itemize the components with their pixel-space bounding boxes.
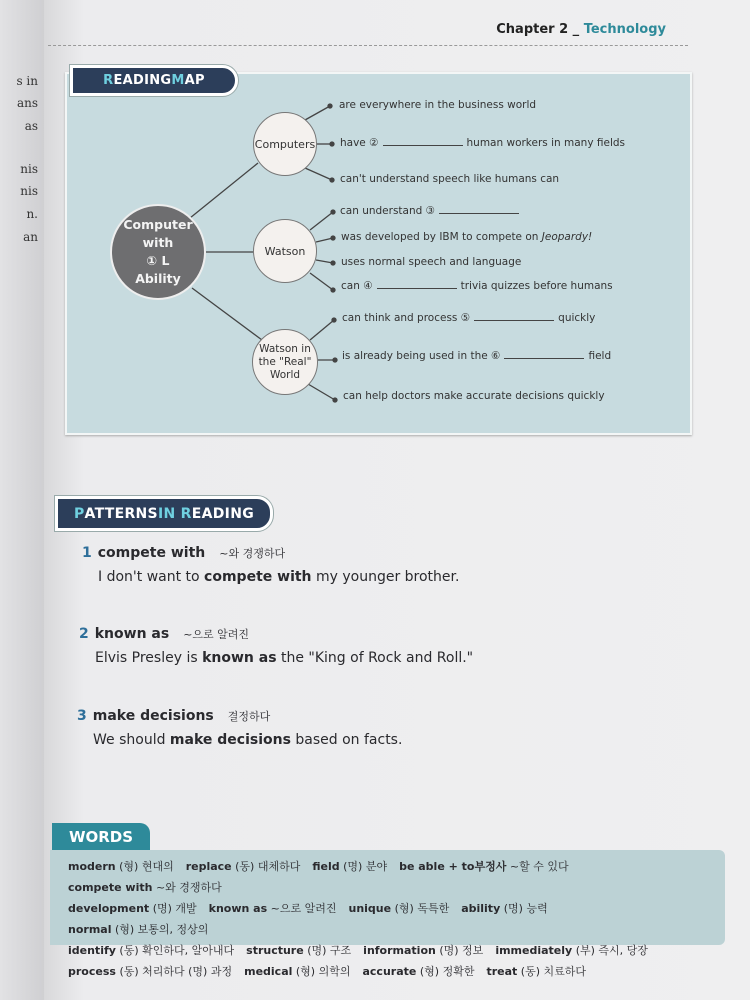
word-meaning: (동) 치료하다 bbox=[520, 965, 586, 978]
word-meaning: (명) 분야 bbox=[343, 860, 388, 873]
word-term: medical bbox=[244, 965, 293, 978]
node-watson bbox=[253, 219, 317, 283]
word-meaning: (형) 현대의 bbox=[119, 860, 174, 873]
word-entry bbox=[68, 860, 174, 873]
patterns-in-reading-title: P ATTERNS IN R EADING bbox=[55, 496, 273, 531]
chapter-topic: Technology bbox=[583, 22, 666, 37]
word-meaning: (형) 보통의, 정상의 bbox=[114, 923, 209, 936]
word-entry bbox=[209, 902, 337, 915]
word-term: accurate bbox=[362, 965, 417, 978]
word-meaning: (동) 확인하다, 알아내다 bbox=[119, 944, 235, 957]
title-part: EADING bbox=[113, 73, 172, 88]
words-row bbox=[68, 961, 707, 982]
word-meaning: ~와 경쟁하다 bbox=[155, 881, 222, 894]
word-entry bbox=[461, 902, 548, 915]
title-part: R bbox=[103, 73, 114, 88]
node-label: Computers bbox=[254, 137, 316, 151]
chapter-label: Chapter 2 _ bbox=[496, 22, 580, 37]
word-entry bbox=[68, 902, 197, 915]
center-line: Computer bbox=[123, 217, 193, 232]
leaf: are everywhere in the business world bbox=[339, 99, 537, 111]
word-term: immediately bbox=[495, 944, 573, 957]
word-entry bbox=[362, 965, 474, 978]
word-entry bbox=[68, 944, 234, 957]
leaf: was developed by IBM to compete on Jeopardy! bbox=[341, 231, 593, 243]
leaf: can't understand speech like humans can bbox=[340, 173, 560, 185]
word-entry bbox=[495, 944, 648, 957]
word-entry bbox=[68, 965, 232, 978]
word-entry bbox=[246, 944, 351, 957]
leaf: can understand ③ bbox=[340, 205, 523, 217]
center-line: ① L bbox=[146, 253, 170, 268]
word-term: modern bbox=[68, 860, 116, 873]
word-entry bbox=[363, 944, 483, 957]
node-label: Watson in the "Real" World bbox=[258, 342, 312, 381]
center-node bbox=[110, 204, 206, 300]
fragment: an bbox=[23, 230, 38, 244]
word-term: field bbox=[312, 860, 340, 873]
word-term: normal bbox=[68, 923, 112, 936]
pattern-item: 3 make decisions 결정하다 We should make decisions based on facts. bbox=[77, 708, 403, 748]
leaf: can ④ trivia quizzes before humans bbox=[341, 280, 613, 292]
word-meaning: (형) 독특한 bbox=[394, 902, 450, 915]
word-meaning: (동) 처리하다 (명) 과정 bbox=[119, 965, 233, 978]
word-meaning: (동) 대체하다 bbox=[235, 860, 301, 873]
word-term: ability bbox=[461, 902, 501, 915]
word-entry bbox=[68, 923, 208, 936]
pattern-item: 1 compete with ~와 경쟁하다 I don't want to compete with my younger brother. bbox=[82, 545, 460, 585]
word-term: replace bbox=[185, 860, 232, 873]
word-meaning: (명) 정보 bbox=[439, 944, 484, 957]
word-meaning: (명) 능력 bbox=[503, 902, 548, 915]
words-row bbox=[68, 856, 707, 898]
word-term: known as bbox=[208, 902, 268, 915]
leaf: can think and process ⑤ quickly bbox=[342, 312, 596, 324]
leaf: can help doctors make accurate decisions quickly bbox=[343, 390, 605, 402]
fragment: s in bbox=[16, 74, 38, 88]
word-meaning: ~할 수 있다 bbox=[509, 860, 569, 873]
title-part: M bbox=[171, 73, 185, 88]
word-term: compete with bbox=[68, 881, 153, 894]
word-term: information bbox=[363, 944, 436, 957]
word-entry bbox=[186, 860, 301, 873]
word-term: treat bbox=[486, 965, 518, 978]
words-row bbox=[68, 898, 707, 940]
word-meaning: ~으로 알려진 bbox=[270, 902, 337, 915]
word-term: unique bbox=[348, 902, 392, 915]
leaf: have ② human workers in many fields bbox=[340, 137, 626, 149]
fragment: as bbox=[24, 119, 38, 133]
word-entry bbox=[312, 860, 387, 873]
node-computers bbox=[253, 112, 317, 176]
center-line: Ability bbox=[135, 271, 181, 286]
fragment: nis bbox=[20, 162, 38, 176]
word-entry bbox=[399, 860, 568, 873]
word-term: process bbox=[68, 965, 116, 978]
leaf: uses normal speech and language bbox=[341, 256, 522, 268]
leaf: is already being used in the ⑥ field bbox=[342, 350, 612, 362]
word-term: be able + to부정사 bbox=[399, 860, 507, 873]
word-entry bbox=[244, 965, 350, 978]
pattern-item: 2 known as ~으로 알려진 Elvis Presley is known as the "King of Rock and Roll." bbox=[79, 626, 474, 666]
word-term: identify bbox=[68, 944, 116, 957]
words-row bbox=[68, 940, 707, 961]
center-line: with bbox=[142, 235, 174, 250]
node-watson-real-world bbox=[252, 329, 318, 395]
word-term: structure bbox=[246, 944, 304, 957]
title-part: AP bbox=[184, 73, 205, 88]
word-meaning: (명) 구조 bbox=[307, 944, 352, 957]
word-entry bbox=[349, 902, 450, 915]
word-entry bbox=[486, 965, 586, 978]
words-box bbox=[50, 850, 725, 978]
word-entry bbox=[68, 881, 222, 894]
word-meaning: (부) 즉시, 당장 bbox=[575, 944, 648, 957]
fragment: n. bbox=[26, 207, 38, 221]
fragment: ans bbox=[16, 96, 38, 110]
word-term: development bbox=[68, 902, 150, 915]
word-meaning: (형) 의학의 bbox=[295, 965, 351, 978]
node-label: Watson bbox=[264, 244, 306, 258]
word-meaning: (명) 개발 bbox=[152, 902, 197, 915]
words-title: WORDS bbox=[52, 823, 150, 851]
word-meaning: (형) 정확한 bbox=[419, 965, 475, 978]
fragment: nis bbox=[20, 184, 38, 198]
